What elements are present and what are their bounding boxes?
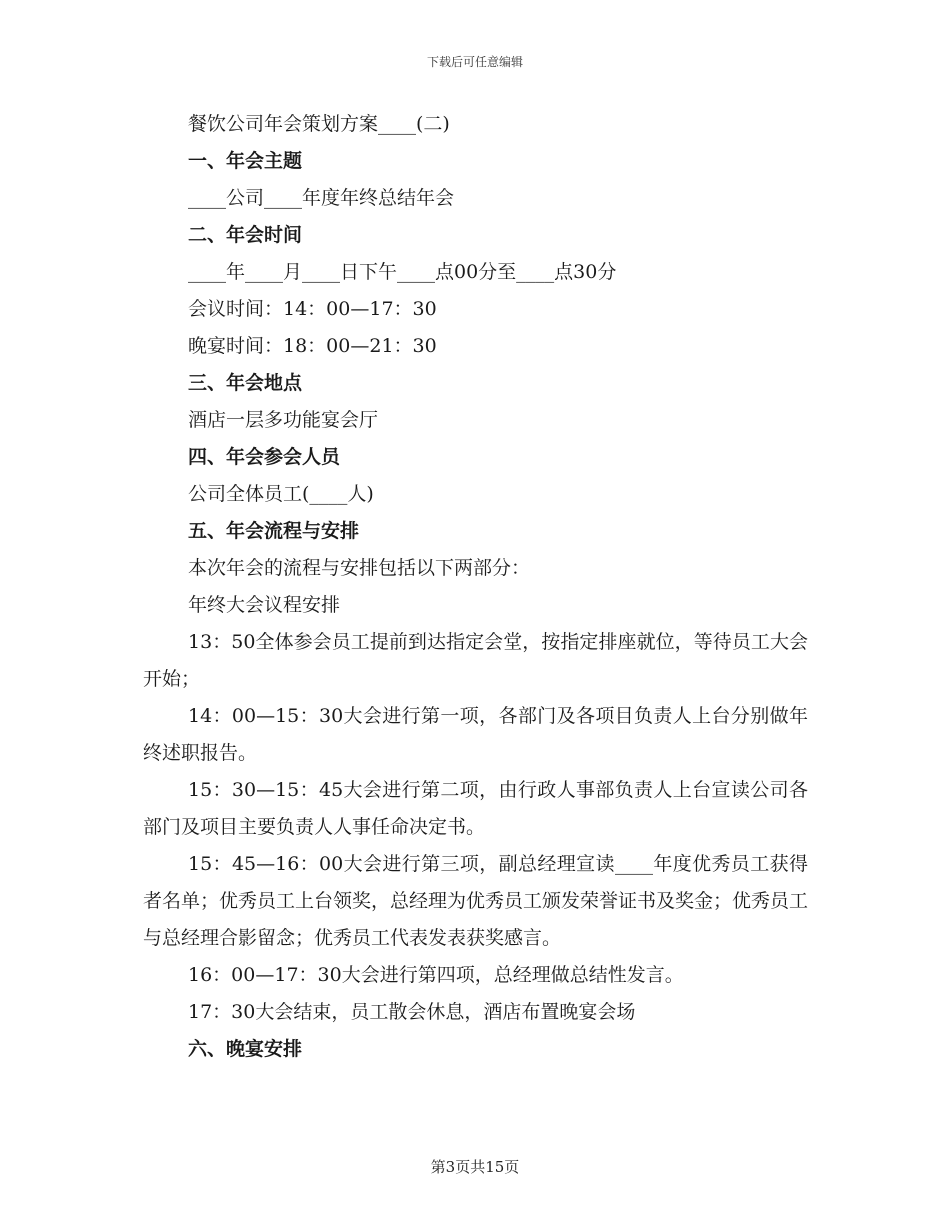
document-title: 餐饮公司年会策划方案____(二): [188, 113, 450, 135]
page-footer: 第3页共15页: [430, 1158, 520, 1176]
section-heading-venue: 三、年会地点: [188, 372, 303, 394]
section-heading-time: 二、年会时间: [188, 224, 303, 246]
document-body: [143, 106, 808, 1068]
section-heading-attendees: 四、年会参会人员: [188, 446, 341, 468]
time-text: ____年____月____日下午____点00分至____点30分: [188, 261, 617, 283]
section-heading-banquet: 六、晚宴安排: [188, 1038, 303, 1060]
section-heading-theme: 一、年会主题: [188, 150, 303, 172]
banquet-time: 晚宴时间：18：00—21：30: [188, 335, 437, 357]
agenda-item-6: 17：30大会结束，员工散会休息，酒店布置晚宴会场: [188, 1001, 636, 1023]
agenda-item-1: 13：50全体参会员工提前到达指定会堂，按指定排座就位，等待员工大会开始；: [143, 631, 808, 690]
agenda-item-5: 16：00—17：30大会进行第四项，总经理做总结性发言。: [188, 964, 684, 986]
process-intro: 本次年会的流程与安排包括以下两部分：: [188, 557, 531, 579]
attendees-text: 公司全体员工(____人): [188, 483, 374, 505]
venue-text: 酒店一层多功能宴会厅: [188, 409, 379, 431]
section-heading-process: 五、年会流程与安排: [188, 520, 360, 542]
agenda-item-3: 15：30—15：45大会进行第二项，由行政人事部负责人上台宣读公司各部门及项目主要负责人人事任命决定书。: [143, 779, 808, 838]
theme-text: ____公司____年度年终总结年会: [188, 187, 455, 209]
meeting-time: 会议时间：14：00—17：30: [188, 298, 437, 320]
agenda-title: 年终大会议程安排: [188, 594, 341, 616]
agenda-item-4: 15：45—16：00大会进行第三项，副总经理宣读____年度优秀员工获得者名单；优秀员工上台领奖，总经理为优秀员工颁发荣誉证书及奖金；优秀员工与总经理合影留念；优秀员工代表发表获奖感言。: [143, 853, 809, 949]
agenda-item-2: 14：00—15：30大会进行第一项，各部门及各项目负责人上台分别做年终述职报告。: [143, 705, 808, 764]
header-note: 下载后可任意编辑: [426, 55, 523, 69]
